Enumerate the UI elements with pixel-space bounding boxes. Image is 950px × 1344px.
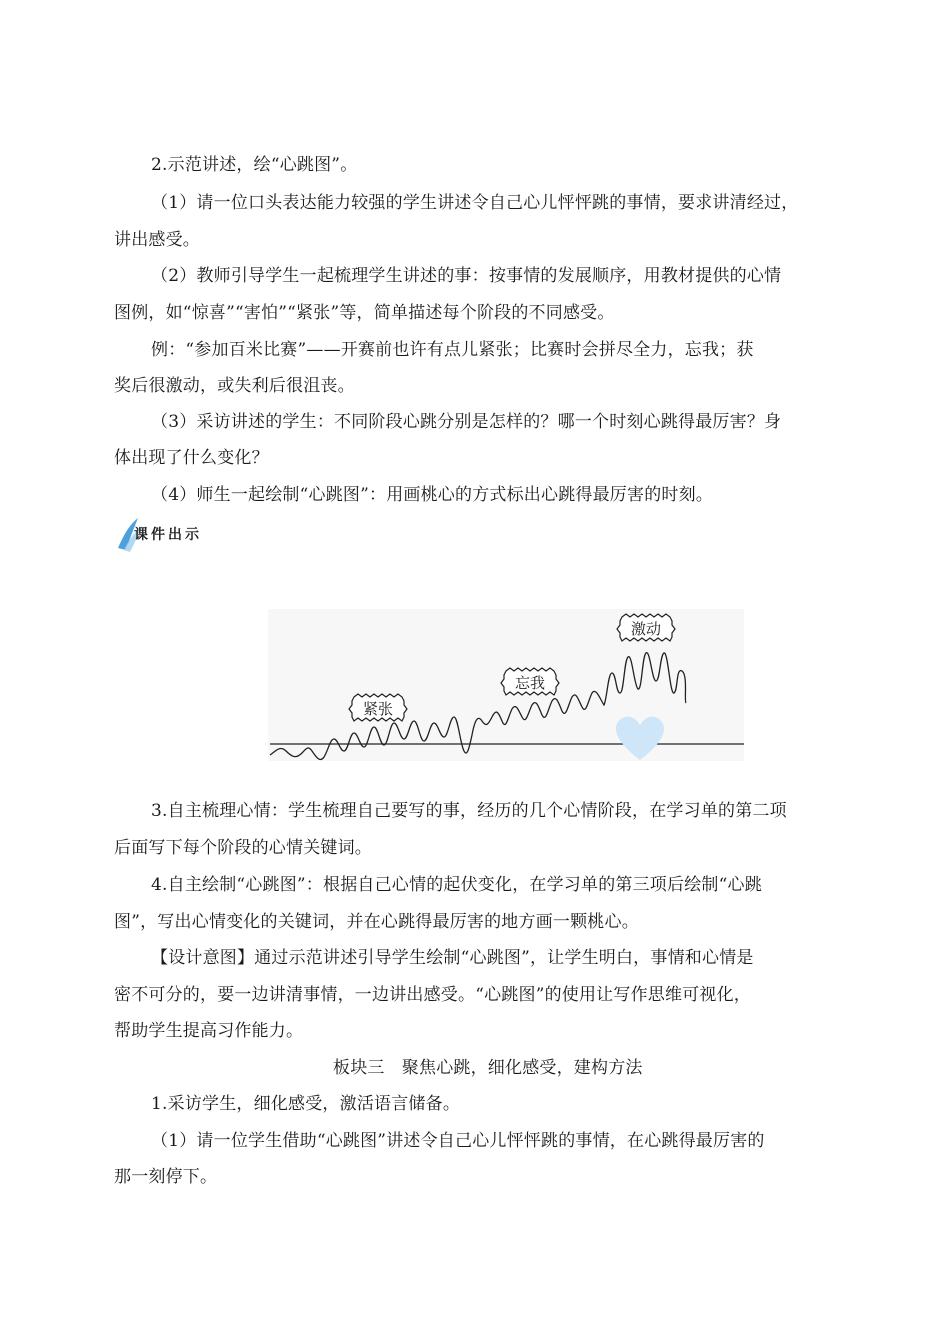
- step-2-1-line1: （1）请一位口头表达能力较强的学生讲述令自己心儿怦怦跳的事情，要求讲清经过，: [151, 193, 799, 213]
- section-step-1-1-line2: 那一刻停下。: [114, 1167, 218, 1187]
- step-2-2-line2: 图例，如“惊喜”“害怕”“紧张”等，简单描述每个阶段的不同感受。: [114, 303, 615, 323]
- section-step-1-1-line1: （1）请一位学生借助“心跳图”讲述令自己心儿怦怦跳的事情，在心跳得最厉害的: [151, 1131, 765, 1151]
- step-2-4: （4）师生一起绘制“心跳图”：用画桃心的方式标出心跳得最厉害的时刻。: [151, 485, 713, 505]
- design-intent-line2: 密不可分的，要一边讲清事情，一边讲出感受。“心跳图”的使用让写作思维可视化，: [114, 985, 751, 1005]
- heartbeat-chart: [262, 605, 746, 770]
- design-intent-line3: 帮助学生提高习作能力。: [114, 1021, 304, 1041]
- label-nervous-text: 紧张: [362, 700, 394, 718]
- step-4-line1: 4.自主绘制“心跳图”：根据自己心情的起伏变化，在学习单的第三项后绘制“心跳: [151, 875, 762, 895]
- example-line1: 例：“参加百米比赛”——开赛前也许有点儿紧张；比赛时会拼尽全力，忘我；获: [151, 340, 754, 360]
- step-2-2-line1: （2）教师引导学生一起梳理学生讲述的事：按事情的发展顺序，用教材提供的心情: [151, 266, 782, 286]
- section-title: 板块三 聚焦心跳，细化感受，建构方法: [333, 1058, 643, 1078]
- step-3-line1: 3.自主梳理心情：学生梳理自己要写的事，经历的几个心情阶段，在学习单的第二项: [151, 801, 787, 821]
- step-2-1-line2: 讲出感受。: [114, 230, 200, 250]
- design-intent-line1: 【设计意图】通过示范讲述引导学生绘制“心跳图”，让学生明白，事情和心情是: [151, 948, 754, 968]
- label-absorbed: [501, 668, 559, 695]
- courseware-label: 课件出示: [134, 527, 202, 543]
- step-4-line2: 图”，写出心情变化的关键词，并在心跳得最厉害的地方画一颗桃心。: [114, 912, 639, 932]
- step-2-3-line1: （3）采访讲述的学生：不同阶段心跳分别是怎样的？哪一个时刻心跳得最厉害？身: [151, 412, 782, 432]
- step-2-heading: 2.示范讲述，绘“心跳图”。: [151, 155, 358, 175]
- courseware-badge: [114, 514, 224, 554]
- label-excited-text: 激动: [630, 620, 662, 638]
- label-excited: [617, 614, 675, 641]
- label-nervous: [349, 694, 407, 721]
- step-3-line2: 后面写下每个阶段的心情关键词。: [114, 838, 372, 858]
- label-absorbed-text: 忘我: [514, 674, 546, 692]
- example-line2: 奖后很激动，或失利后很沮丧。: [114, 376, 355, 396]
- step-2-3-line2: 体出现了什么变化？: [114, 448, 269, 468]
- section-step-1: 1.采访学生，细化感受，激活语言储备。: [151, 1094, 461, 1114]
